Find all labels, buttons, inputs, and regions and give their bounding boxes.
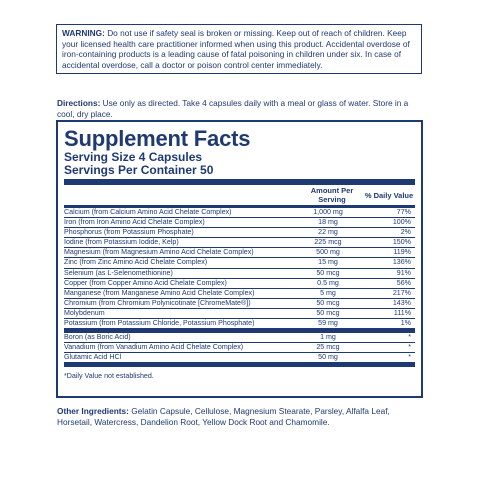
nutrient-daily-value: 143%	[392, 298, 411, 307]
facts-title: Supplement Facts	[64, 126, 251, 151]
nutrient-name: Potassium (from Potassium Chloride, Potassium Phosphate)	[64, 319, 255, 328]
nutrient-row	[64, 289, 415, 299]
column-headers	[64, 185, 415, 208]
daily-value-footnote: *Daily Value not established.	[64, 372, 154, 381]
other-nutrient-rows	[64, 333, 415, 363]
nutrient-daily-value: 150%	[392, 238, 411, 247]
nutrient-row	[64, 343, 415, 353]
nutrient-amount: 225 mcg	[314, 238, 342, 247]
nutrient-name: Boron (as Boric Acid)	[64, 333, 131, 342]
nutrient-amount: 50 mg	[318, 353, 338, 362]
column-header-amount: Amount Per Serving	[310, 186, 354, 204]
nutrient-name: Selenium (as L-Selenomethionine)	[64, 268, 173, 277]
nutrient-daily-value: *	[408, 353, 411, 362]
nutrient-daily-value: 2%	[400, 228, 411, 237]
nutrient-name: Iron (from Iron Amino Acid Chelate Complex)	[64, 218, 205, 227]
nutrient-daily-value: 217%	[392, 288, 411, 297]
other-ingredients	[57, 406, 427, 427]
nutrient-name: Copper (from Copper Amino Acid Chelate Complex)	[64, 278, 227, 287]
nutrient-amount: 15 mg	[318, 258, 338, 267]
warning-box	[56, 24, 422, 74]
nutrient-row	[64, 248, 415, 258]
nutrient-row	[64, 218, 415, 228]
nutrient-rows	[64, 208, 415, 329]
nutrient-name: Magnesium (from Magnesium Amino Acid Chelate Complex)	[64, 248, 254, 257]
nutrient-daily-value: 1%	[400, 319, 411, 328]
warning-label: WARNING:	[62, 28, 105, 38]
nutrient-amount: 1,000 mg	[313, 208, 343, 216]
serving-size: Serving Size 4 Capsules	[64, 150, 203, 164]
directions-label: Directions:	[57, 98, 101, 108]
nutrient-row	[64, 309, 415, 319]
nutrient-amount: 5 mg	[320, 288, 336, 297]
directions-text-block	[57, 98, 423, 119]
nutrient-amount: 1 mg	[320, 333, 336, 342]
nutrient-row	[64, 319, 415, 329]
nutrient-amount: 50 mcg	[316, 298, 340, 307]
nutrient-name: Molybdenum	[64, 308, 105, 317]
nutrient-daily-value: 136%	[392, 258, 411, 267]
nutrient-amount: 500 mg	[316, 248, 340, 257]
nutrient-row	[64, 279, 415, 289]
nutrient-row	[64, 258, 415, 268]
nutrient-row	[64, 228, 415, 238]
nutrient-name: Zinc (from Zinc Amino Acid Chelate Complex)	[64, 258, 208, 267]
warning-text: Do not use if safety seal is broken or missing. Keep out of reach of children. Keep your licensed health care practitioner informed when using this product. Accidental overdose of iron-containing products is a leading cause of fatal poisoning in children under six. In case of accidental overdose, call a doctor or poison control center immediately.	[62, 28, 410, 70]
nutrient-amount: 50 mcg	[316, 308, 340, 317]
supplement-facts-panel	[56, 120, 423, 398]
nutrient-daily-value: 77%	[396, 208, 411, 216]
nutrient-daily-value: 91%	[396, 268, 411, 277]
nutrient-name: Phosphorus (from Potassium Phosphate)	[64, 228, 194, 237]
nutrient-name: Iodine (from Potassium Iodide, Kelp)	[64, 238, 179, 247]
servings-per-container: Servings Per Container 50	[64, 163, 214, 177]
nutrient-daily-value: 119%	[393, 248, 411, 257]
nutrient-name: Glutamic Acid HCl	[64, 353, 122, 362]
nutrient-row	[64, 299, 415, 309]
directions-text: Use only as directed. Take 4 capsules daily with a meal or glass of water. Store in a cool, dry place.	[57, 98, 409, 119]
nutrient-row	[64, 353, 415, 363]
nutrient-row	[64, 269, 415, 279]
nutrient-amount: 50 mcg	[316, 268, 340, 277]
nutrient-row	[64, 238, 415, 248]
nutrient-daily-value: *	[408, 333, 411, 342]
column-header-daily-value: % Daily Value	[364, 190, 414, 200]
other-ingredients-text: Gelatin Capsule, Cellulose, Magnesium Stearate, Parsley, Alfalfa Leaf, Horsetail, Watercress, Dandelion Root, Yellow Dock Root and Chamomile.	[57, 406, 390, 427]
nutrient-amount: 25 mcg	[316, 343, 340, 352]
bottom-divider	[64, 363, 415, 367]
nutrient-row	[64, 333, 415, 343]
nutrient-row	[64, 208, 415, 218]
nutrient-amount: 18 mg	[318, 218, 338, 227]
nutrient-daily-value: *	[408, 343, 411, 352]
nutrient-daily-value: 100%	[392, 218, 411, 227]
nutrient-daily-value: 56%	[396, 278, 411, 287]
nutrient-amount: 22 mg	[318, 228, 338, 237]
nutrient-name: Chromium (from Chromium Polynicotinate [ChromeMate®])	[64, 298, 251, 307]
nutrient-name: Calcium (from Calcium Amino Acid Chelate Complex)	[64, 208, 232, 216]
nutrient-amount: 59 mg	[318, 319, 338, 328]
nutrient-amount: 0.5 mg	[317, 278, 339, 287]
other-ingredients-label: Other Ingredients:	[57, 406, 129, 416]
nutrient-name: Manganese (from Manganese Amino Acid Chelate Complex)	[64, 288, 255, 297]
nutrient-name: Vanadium (from Vanadium Amino Acid Chelate Complex)	[64, 343, 244, 352]
nutrient-daily-value: 111%	[393, 308, 411, 317]
